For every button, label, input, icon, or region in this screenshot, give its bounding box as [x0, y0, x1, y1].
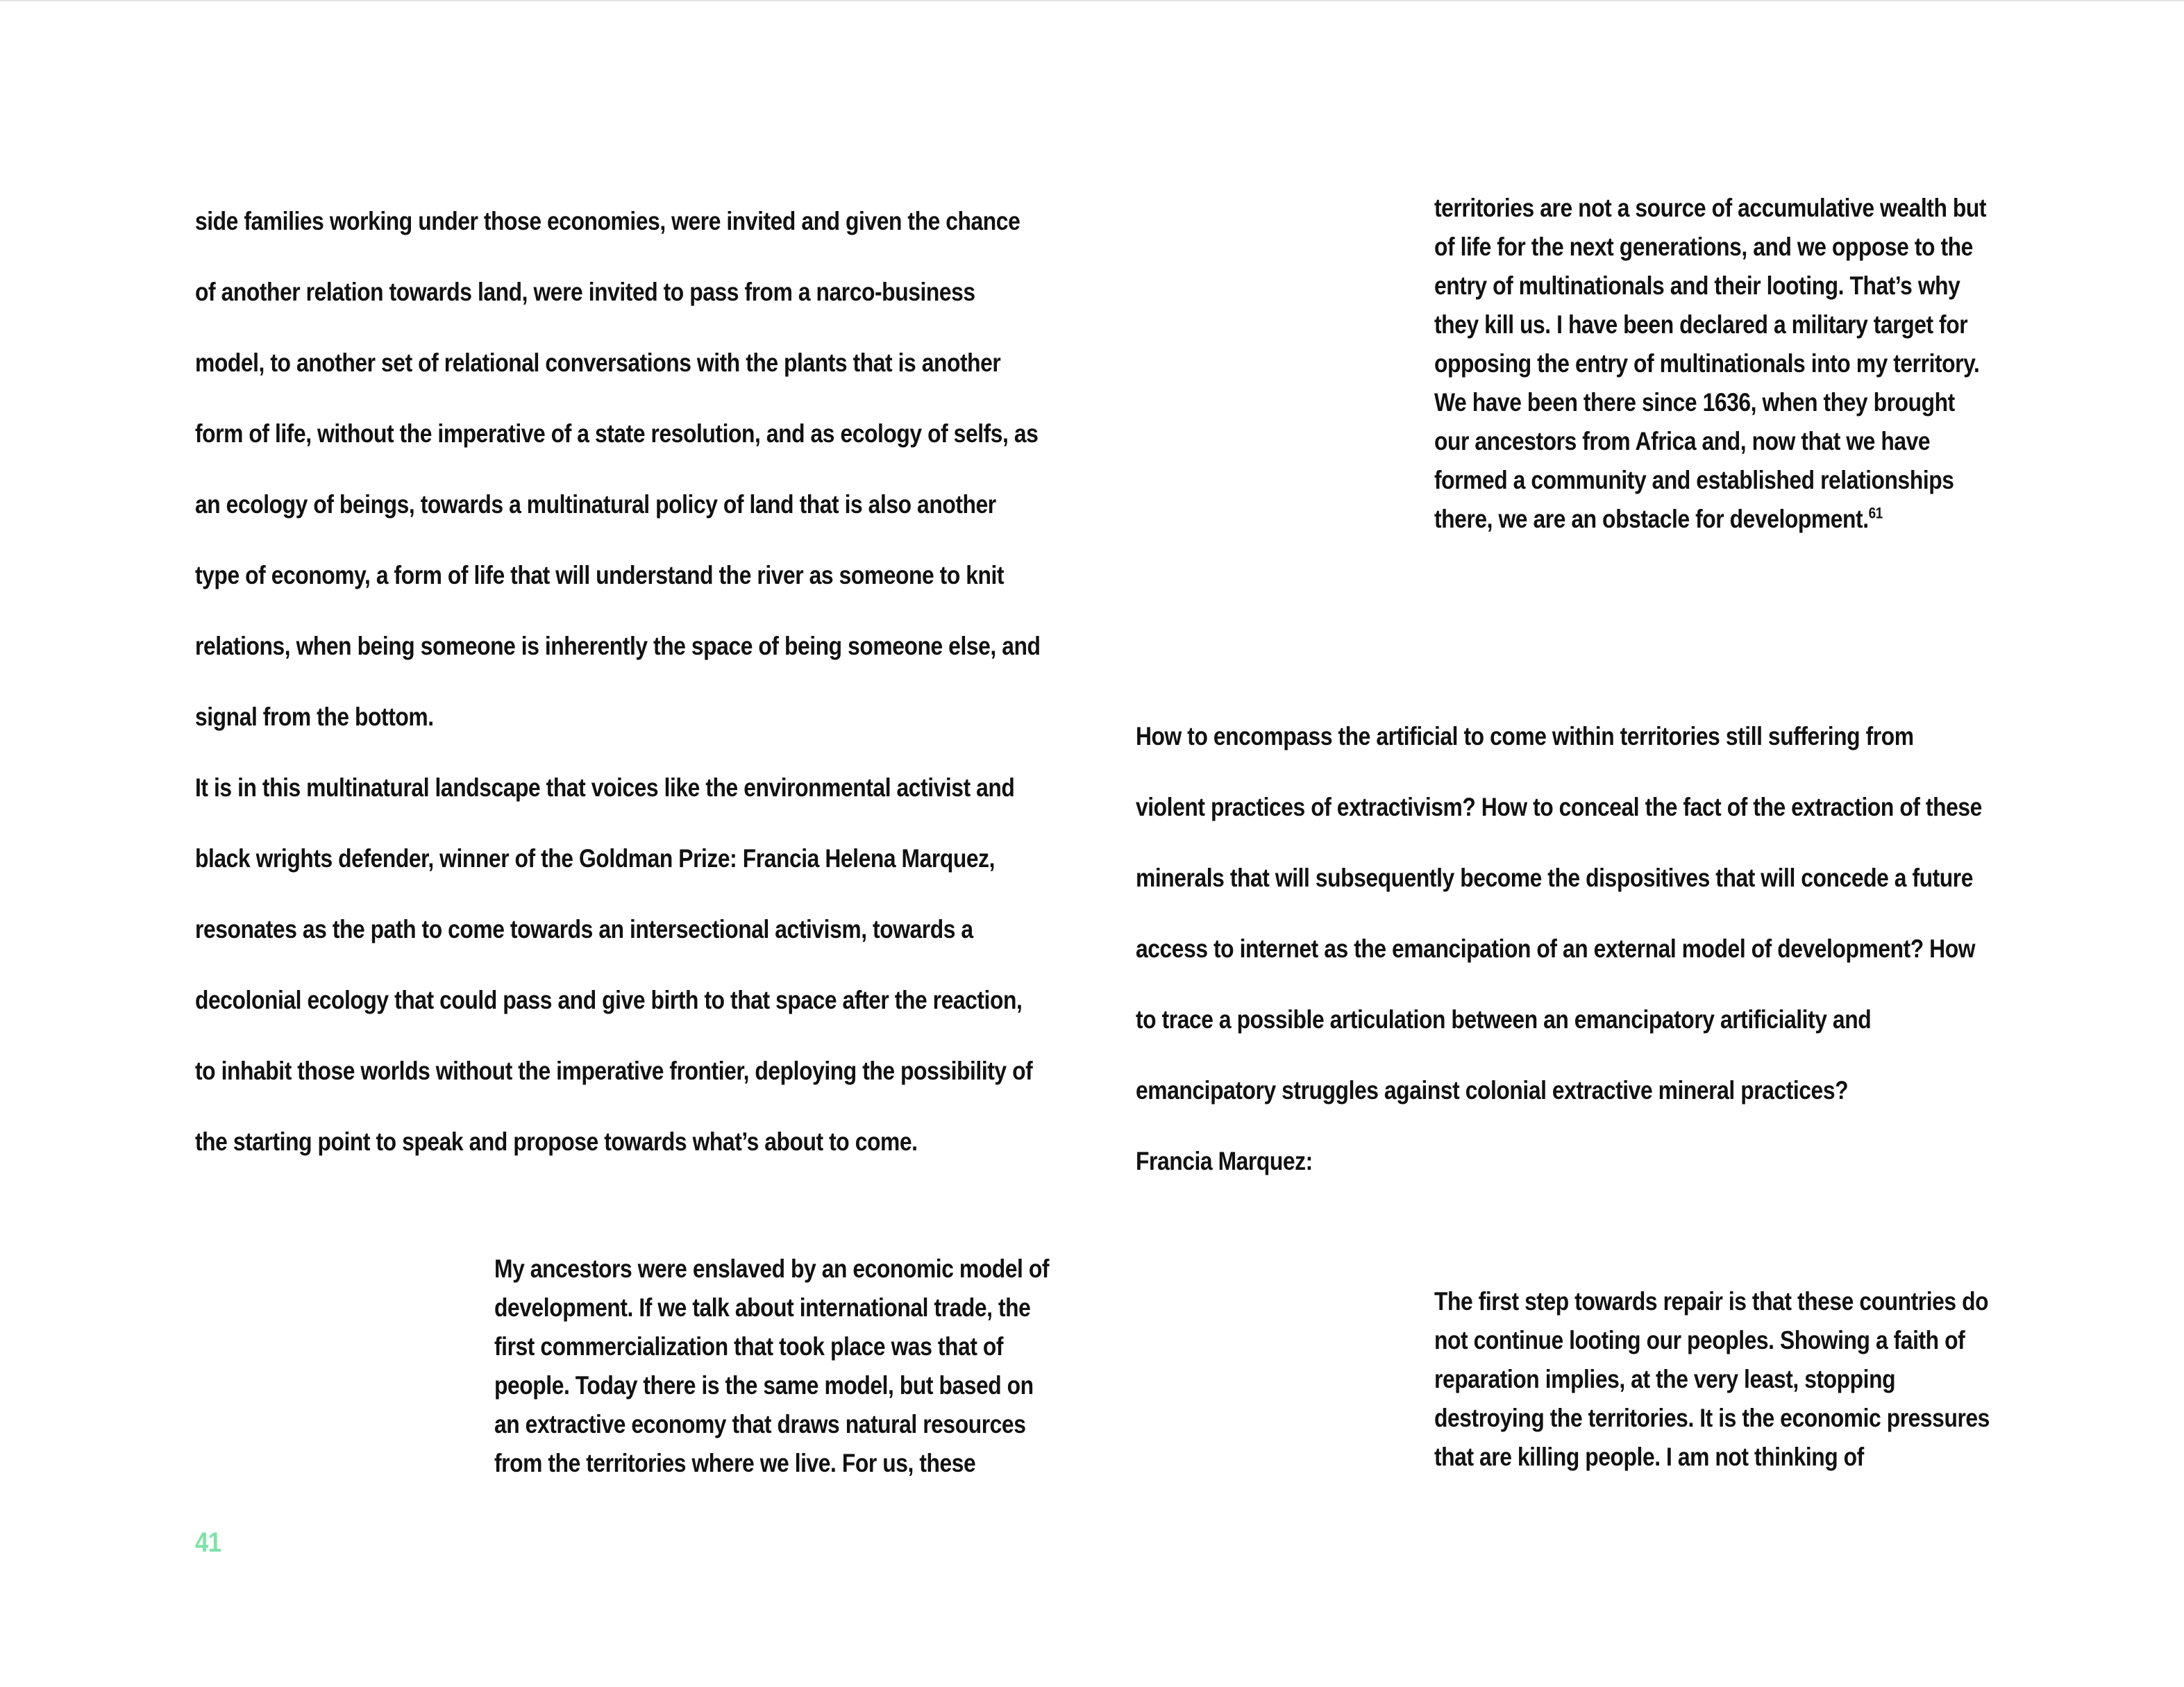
- left-body-text: [195, 186, 1043, 1177]
- page-number: 41: [195, 1527, 221, 1558]
- right-block-quote-bottom: [1434, 1282, 2083, 1477]
- left-quote-text: My ancestors were enslaved by an economic model of development. If we talk about international trade, the first commercialization that took place was that of people. Today there is the same model, but based on an extractive economy that draws natural resources from the territories where we live. For us, these: [494, 1254, 1050, 1477]
- footnote-marker: 61: [1868, 504, 1883, 522]
- right-quote-bottom-text: The first step towards repair is that these countries do not continue looting our peoples. Showing a faith of reparation implies, at the very least, stopping destroying the territories. It is the economic pressures that are killing people. I am not thinking of: [1434, 1287, 1990, 1471]
- left-paragraph-1: side families working under those economies, were invited and given the chance of another relation towards land, were invited to pass from a narco-business model, to another set of relational conversations with the plants that is another form of life, without the imperative of a state resolution, and as ecology of selfs, as an ecology of beings, towards a multinatural policy of land that is also another type of economy, a form of life that will understand the river as someone to knit relations, when being someone is inherently the space of being someone else, and signal from the bottom.: [195, 207, 1041, 731]
- right-block-quote-top: [1434, 189, 2083, 539]
- right-quote-top-body: territories are not a source of accumulative wealth but of life for the next generations, and we oppose to the entry of multinationals and their looting. That’s why they kill us. I have been declared a military target for opposing the entry of multinationals into my territory. We have been there since 1636, when they brought our ancestors from Africa and, now that we have formed a community and established relationships there, we are an obstacle for development.: [1434, 194, 1987, 533]
- page-top-rule: [0, 0, 2184, 1]
- left-paragraph-2: It is in this multinatural landscape that voices like the environmental activist and black wrights defender, winner of the Goldman Prize: Francia Helena Marquez, resonates as the path to come towards an intersectional activism, towards a decolonial ecology that could pass and give birth to that space after the reaction, to inhabit those worlds without the imperative frontier, deploying the possibility of the starting point to speak and propose towards what’s about to come.: [195, 773, 1033, 1156]
- right-paragraph-1: How to encompass the artificial to come within territories still suffering from violent practices of extractivism? How to conceal the fact of the extraction of these minerals that will subsequently become the dispositives that will concede a future access to internet as the emancipation of an external model of development? How to trace a possible articulation between an emancipatory artificiality and emancipatory struggles against colonial extractive mineral practices?: [1136, 722, 1982, 1105]
- speaker-label: Francia Marquez:: [1136, 1147, 1313, 1175]
- left-block-quote: [494, 1250, 1143, 1483]
- right-quote-top-text: [1434, 189, 1992, 539]
- left-body-column: [195, 186, 1181, 1177]
- right-body-column: [1136, 701, 2122, 1197]
- right-body-text: [1136, 701, 1983, 1197]
